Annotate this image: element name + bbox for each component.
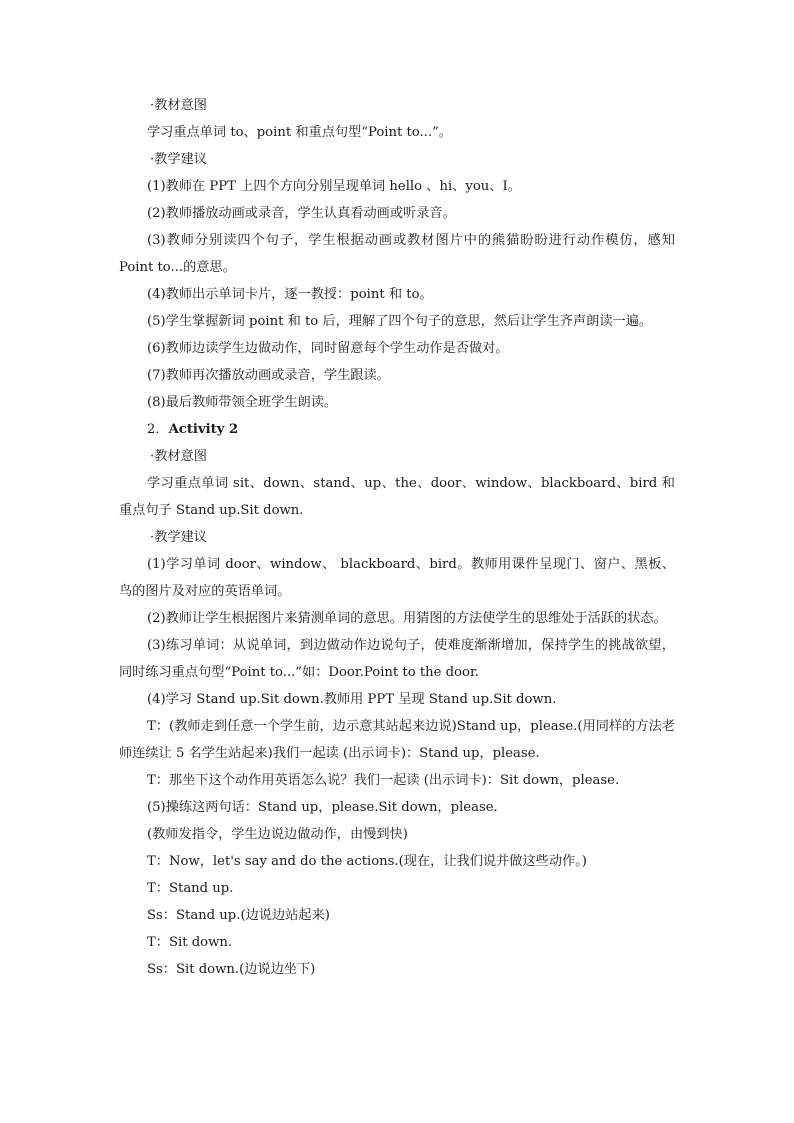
step-2-2: (2)教师让学生根据图片来猜测单词的意思。用猜图的方法使学生的思维处于活跃的状态。 bbox=[147, 611, 667, 626]
step-1-1: (1)教师在 PPT 上四个方向分别呈现单词 hello 、hi、you、I。 bbox=[147, 179, 521, 194]
dialogue-line-6: T：Sit down. bbox=[147, 935, 233, 950]
step-1-5: (5)学生掌握新词 point 和 to 后，理解了四个句子的意思，然后让学生齐声朗读一遍。 bbox=[147, 314, 653, 329]
dialogue-line-4: T：Stand up. bbox=[147, 881, 234, 896]
step-1-8: (8)最后教师带领全班学生朗读。 bbox=[147, 395, 338, 410]
intent-text-2: 学习重点单词 sit、down、stand、up、the、door、window、blackboard、bird 和重点句子 Stand up.Sit down. bbox=[119, 476, 675, 518]
step-2-5: (5)操练这两句话：Stand up，please.Sit down，please. bbox=[147, 800, 498, 815]
section-title: Activity 2 bbox=[168, 422, 239, 437]
step-2-3: (3)练习单词：从说单词，到边做动作边说句子，使难度渐渐增加，保持学生的挑战欲望，同时练习重点句型“Point to...”如：Door.Point to the door. bbox=[119, 638, 675, 680]
heading-teaching-suggestion-1: ·教学建议 bbox=[150, 152, 207, 167]
step-1-7: (7)教师再次播放动画或录音，学生跟读。 bbox=[147, 368, 390, 383]
section-number: 2． bbox=[147, 422, 169, 437]
step-1-3: (3)教师分别读四个句子，学生根据动画或教材图片中的熊猫盼盼进行动作模仿，感知 Point to...的意思。 bbox=[119, 233, 675, 275]
heading-teaching-intent-1: ·教材意图 bbox=[150, 98, 207, 113]
dialogue-line-7: Ss：Sit down.(边说边坐下) bbox=[147, 962, 316, 977]
step-1-6: (6)教师边读学生边做动作，同时留意每个学生动作是否做对。 bbox=[147, 341, 509, 356]
instruction-note: (教师发指令，学生边说边做动作，由慢到快) bbox=[147, 827, 408, 842]
step-1-4: (4)教师出示单词卡片，逐一教授：point 和 to。 bbox=[147, 287, 433, 302]
heading-teaching-suggestion-2: ·教学建议 bbox=[150, 530, 207, 545]
step-2-1: (1)学习单词 door、window、 blackboard、bird。教师用课件呈现门、窗户、黑板、鸟的图片及对应的英语单词。 bbox=[119, 557, 675, 599]
dialogue-line-2: T：那坐下这个动作用英语怎么说？我们一起读 (出示词卡)：Sit down，please. bbox=[147, 773, 620, 788]
heading-teaching-intent-2: ·教材意图 bbox=[150, 449, 207, 464]
dialogue-line-5: Ss：Stand up.(边说边站起来) bbox=[147, 908, 330, 923]
step-2-4: (4)学习 Stand up.Sit down.教师用 PPT 呈现 Stand up.Sit down. bbox=[147, 692, 557, 707]
step-1-2: (2)教师播放动画或录音，学生认真看动画或听录音。 bbox=[147, 206, 456, 221]
dialogue-line-3: T：Now，let's say and do the actions.(现在，让我们说并做这些动作。) bbox=[147, 854, 587, 869]
intent-text-1: 学习重点单词 to、point 和重点句型“Point to...”。 bbox=[147, 125, 452, 140]
section-heading-activity-2 bbox=[119, 416, 675, 443]
dialogue-line-1: T：(教师走到任意一个学生前，边示意其站起来边说)Stand up，please.(用同样的方法老师连续让 5 名学生站起来)我们一起读 (出示词卡)：Stand up，please. bbox=[119, 719, 675, 761]
document-body bbox=[119, 92, 675, 983]
